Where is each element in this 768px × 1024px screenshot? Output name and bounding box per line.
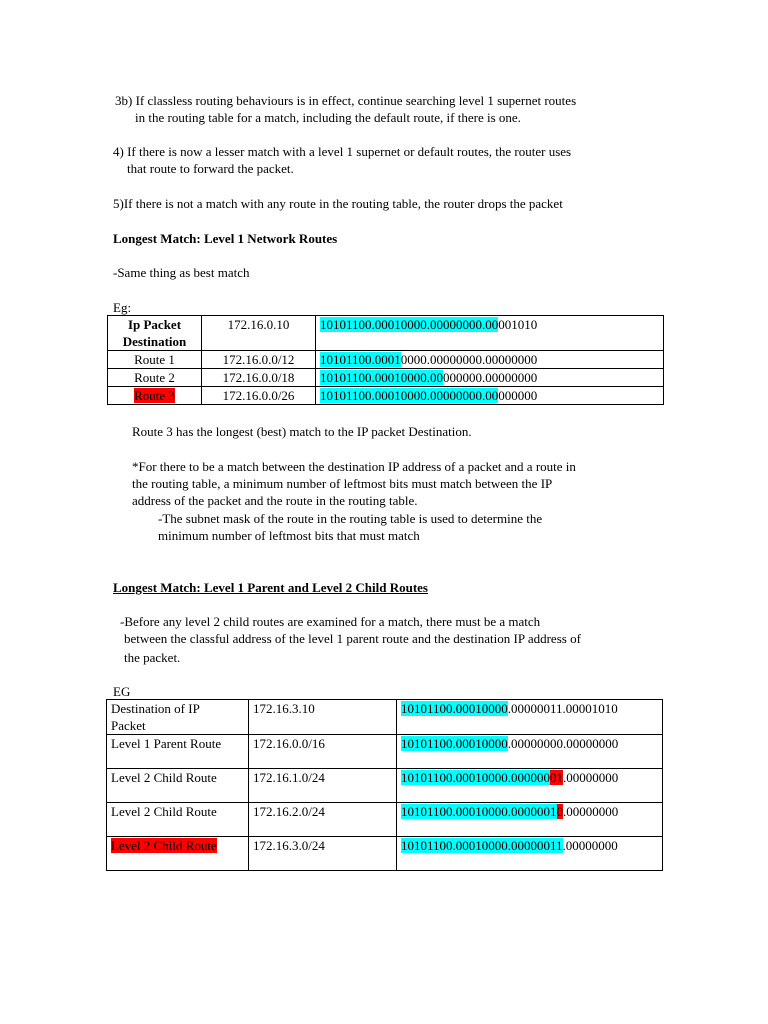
route-ip-cell xyxy=(249,803,397,837)
header-binary-cell xyxy=(316,316,664,351)
route-label-cell xyxy=(108,387,202,405)
route-binary-cell xyxy=(397,735,663,769)
route-ip: 172.16.3.10 xyxy=(253,701,315,716)
step-3b-line2: in the routing table for a match, including the default route, if there is one. xyxy=(135,110,521,125)
route-label: Level 1 Parent Route xyxy=(111,736,222,751)
note-line3: address of the packet and the route in the routing table. xyxy=(132,493,418,508)
binary-highlight: 10101100.00010000.00 xyxy=(320,370,444,385)
route-binary-cell xyxy=(397,803,663,837)
table-row xyxy=(107,803,663,837)
table-row xyxy=(107,700,663,735)
table-row xyxy=(108,387,664,405)
routes-table-1 xyxy=(107,315,664,405)
note-line2: the routing table, a minimum number of leftmost bits must match between the IP xyxy=(132,476,553,491)
route-ip-cell xyxy=(249,735,397,769)
binary-rest: .00000011.00001010 xyxy=(507,701,618,716)
header-ip: 172.16.0.10 xyxy=(227,317,290,332)
route-ip: 172.16.0.0/12 xyxy=(222,352,295,367)
binary-rest: .00000000 xyxy=(563,770,619,785)
route-ip-cell xyxy=(202,351,316,369)
route-label: Level 2 Child Route xyxy=(111,770,217,785)
route-ip: 172.16.0.0/16 xyxy=(253,736,325,751)
binary-highlight: 10101100.0001 xyxy=(320,352,401,367)
binary-rest: .00000000 xyxy=(562,838,618,853)
route-binary-cell xyxy=(397,837,663,871)
binary-rest: 001010 xyxy=(498,317,538,332)
header-label-line1: Ip Packet xyxy=(127,317,182,332)
binary-rest: 0000.00000000.00000000 xyxy=(400,352,538,367)
note-sub1: -The subnet mask of the route in the routing table is used to determine the xyxy=(158,511,543,526)
route-label-cell xyxy=(107,700,249,735)
route-label-line2: Packet xyxy=(111,718,146,733)
binary-rest: .00000000 xyxy=(563,804,619,819)
route-label-best: Level 2 Child Route xyxy=(111,838,217,853)
binary-highlight: 10101100.00010000.00000000.00 xyxy=(320,388,499,403)
binary-rest: 000000 xyxy=(498,388,538,403)
binary-mismatch: 01 xyxy=(550,770,564,785)
binary-highlight: 10101100.00010000 xyxy=(401,701,508,716)
table-row xyxy=(107,769,663,803)
binary-rest: .00000000.00000000 xyxy=(507,736,619,751)
route-binary-cell xyxy=(316,351,664,369)
route-label-best: Route 3 xyxy=(134,388,175,403)
header-label-cell xyxy=(108,316,202,351)
route-ip-cell xyxy=(202,369,316,387)
step-4-line2: that route to forward the packet. xyxy=(127,161,294,176)
route-ip: 172.16.3.0/24 xyxy=(253,838,325,853)
binary-highlight: 10101100.00010000 xyxy=(401,736,508,751)
route3-text: Route 3 has the longest (best) match to the IP packet Destination. xyxy=(132,424,472,439)
binary-highlight: 10101100.00010000.0000001 xyxy=(401,804,557,819)
route-ip: 172.16.1.0/24 xyxy=(253,770,325,785)
binary-rest: 000000.00000000 xyxy=(443,370,538,385)
step-4-line1: 4) If there is now a lesser match with a level 1 supernet or default routes, the router uses xyxy=(113,144,572,159)
table-row xyxy=(107,735,663,769)
before-line1: -Before any level 2 child routes are examined for a match, there must be a match xyxy=(120,614,541,629)
route-label-cell xyxy=(108,351,202,369)
route-ip: 172.16.0.0/18 xyxy=(222,370,295,385)
heading-level1-network-routes: Longest Match: Level 1 Network Routes xyxy=(113,231,338,246)
route-label-cell xyxy=(107,769,249,803)
route-ip: 172.16.2.0/24 xyxy=(253,804,325,819)
note-sub2: minimum number of leftmost bits that must match xyxy=(158,528,420,543)
step-5: 5)If there is not a match with any route in the routing table, the router drops the packet xyxy=(113,196,563,211)
route-label-cell xyxy=(107,735,249,769)
before-line3: the packet. xyxy=(124,650,181,665)
table-row xyxy=(108,351,664,369)
table-row xyxy=(108,369,664,387)
route-ip-cell xyxy=(249,700,397,735)
same-thing-text: -Same thing as best match xyxy=(113,265,250,280)
binary-highlight: 10101100.00010000.000000 xyxy=(401,770,551,785)
note-line1: *For there to be a match between the destination IP address of a packet and a route in xyxy=(132,459,576,474)
route-binary-cell xyxy=(397,769,663,803)
route-label-cell xyxy=(108,369,202,387)
route-binary-cell xyxy=(397,700,663,735)
table-row xyxy=(108,316,664,351)
binary-highlight: 10101100.00010000.00000000.00 xyxy=(320,317,499,332)
header-label-line2: Destination xyxy=(122,334,187,349)
route-ip-cell xyxy=(249,769,397,803)
binary-mismatch: 0 xyxy=(556,804,564,819)
route-label: Route 2 xyxy=(134,370,175,385)
eg-label-2: EG xyxy=(113,684,131,699)
step-3b-line1: 3b) If classless routing behaviours is in effect, continue searching level 1 supernet routes xyxy=(115,93,577,108)
table-row xyxy=(107,837,663,871)
eg-label-1: Eg: xyxy=(113,300,132,315)
binary-highlight: 10101100.00010000.00000011 xyxy=(401,838,563,853)
route-label: Destination of IP xyxy=(111,701,200,716)
route-label-cell xyxy=(107,803,249,837)
route-ip: 172.16.0.0/26 xyxy=(222,388,295,403)
route-binary-cell xyxy=(316,369,664,387)
route-ip-cell xyxy=(249,837,397,871)
heading-parent-child-routes: Longest Match: Level 1 Parent and Level 2 Child Routes xyxy=(113,580,428,595)
routes-table-2 xyxy=(106,699,663,871)
before-line2: between the classful address of the level 1 parent route and the destination IP address of xyxy=(124,631,581,646)
route-ip-cell xyxy=(202,387,316,405)
header-ip-cell xyxy=(202,316,316,351)
route-label: Route 1 xyxy=(134,352,175,367)
route-label-cell xyxy=(107,837,249,871)
route-label: Level 2 Child Route xyxy=(111,804,217,819)
route-binary-cell xyxy=(316,387,664,405)
